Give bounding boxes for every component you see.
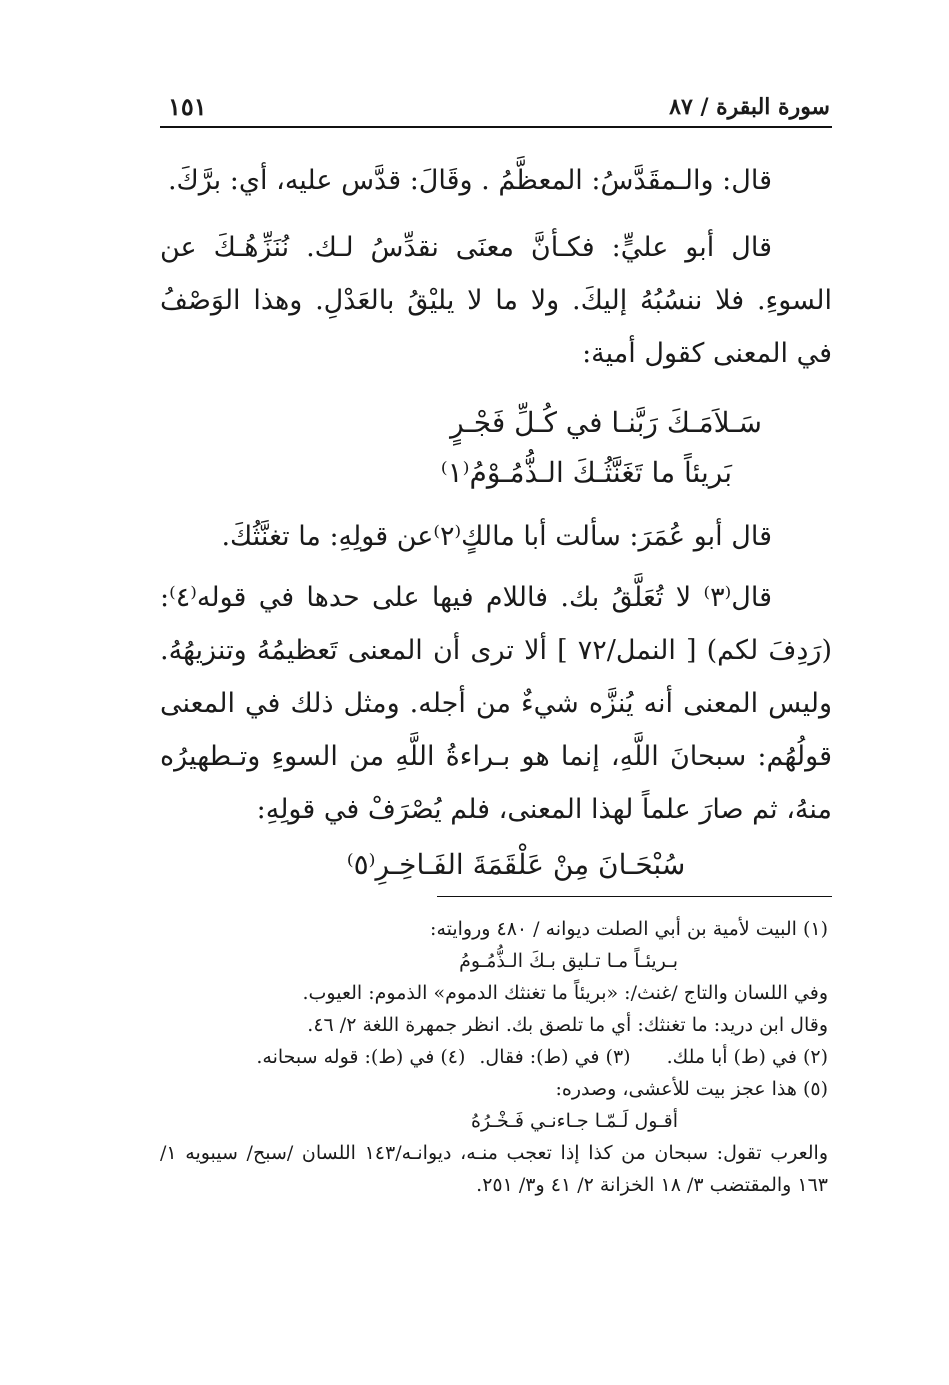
footnote-1: (١) البيت لأمية بن أبي الصلت ديوانه / ٤٨٠ وروايته: — [430, 918, 828, 940]
footnote-5: (٥) هذا عجز بيت للأعشى، وصدره: — [555, 1078, 828, 1100]
paragraph-2: قال أبو عليٍّ: فكـأنَّ معنَى نقدِّسُ لـك. نُنَزِّهُـكَ عن السوءِ. فلا ننسُبُهُ إليكَ. ولا ما لا يليْقُ بالعَدْلِ. وهذا الوَصْفُ في المعنى كقول أمية: — [160, 232, 832, 369]
paragraph-4: قال⁽٣⁾ لا تُعَلَّقُ بك. فاللام فيها على حدها في قوله⁽٤⁾: (رَدِفَ لكم) [ النمل/٧٢ ] ألا ترى أن المعنى تَعظيمُهُ وتنزيهُهُ. وليس المعنى أنه يُنزَّه شيءٌ من أجله. ومثل ذلك في المعنى قولُهُم: سبحانَ اللَّهِ، إنما هو بـراءةُ اللَّهِ من السوءِ وتـطهيرُه منهُ، ثم صارَ علماً لهذا المعنى، فلم يُصْرَفْ في قولِهِ: — [160, 582, 832, 825]
footnote-1-continuation: وفي اللسان والتاج /غنث/: «بريئاً ما تغنثك الدموم» الذموم: العيوب. — [302, 982, 828, 1004]
poem-verse-2: سُبْحَـانَ مِنْ عَلْقَمَةَ الفَـاخِـرِ⁽٥⁾ — [346, 848, 686, 881]
running-title: سورة البقرة / ٨٧ — [669, 94, 830, 120]
footnotes — [160, 913, 832, 1201]
footnote-1-continuation-2: وقال ابن دريد: ما تغنثك: أي ما تلصق بك. انظر جمهرة اللغة ٢/ ٤٦. — [307, 1014, 828, 1036]
footnote-5-verse: أقـول لَـمّـا جـاءنـي فَـخْـرُهُ — [470, 1110, 678, 1132]
page-header — [160, 92, 832, 128]
footnote-4: (٤) في (ط): قوله سبحانه. — [256, 1046, 466, 1068]
footnotes-2-3-4 — [160, 1041, 828, 1073]
footnote-1-verse: بـريئـاً مـا تـليق بـكَ الـذُّمُـومُ — [459, 950, 678, 972]
book-page — [160, 92, 832, 1201]
footnote-3: (٣) في (ط): فقال. — [479, 1046, 631, 1068]
paragraph-1: قال: والـمقَدَّسُ: المعظَّمُ . وقَالَ: قدَّس عليه، أي: برَّكَ. — [167, 165, 772, 196]
poem-verse-second-hemistich: بَريئاً ما تَغَنَّثُـكَ الـذُّمُـوْمُ⁽١⁾ — [440, 456, 732, 489]
paragraph-3: قال أبو عُمَرَ: سألت أبا مالكٍ⁽٢⁾عن قولِهِ: ما تغنَّثُكَ. — [221, 521, 772, 552]
footnote-2: (٢) في (ط) أبا ملك. — [666, 1046, 828, 1068]
poem-verse-first-hemistich: سَـلاَمَـكَ رَبَّنـا في كُـلِّ فَجْـرٍ — [450, 406, 762, 439]
page-number: ١٥١ — [168, 92, 207, 121]
footnote-separator — [437, 896, 832, 897]
footnote-5-continuation: والعرب تقول: سبحان من كذا إذا تعجب منـه، ديوانـه/١٤٣ اللسان /سبح/ سيبويه ١/ ١٦٣ والمقتضب ٣/ ١٨ الخزانة ٢/ ٤١ و٣/ ٢٥١. — [160, 1142, 829, 1196]
